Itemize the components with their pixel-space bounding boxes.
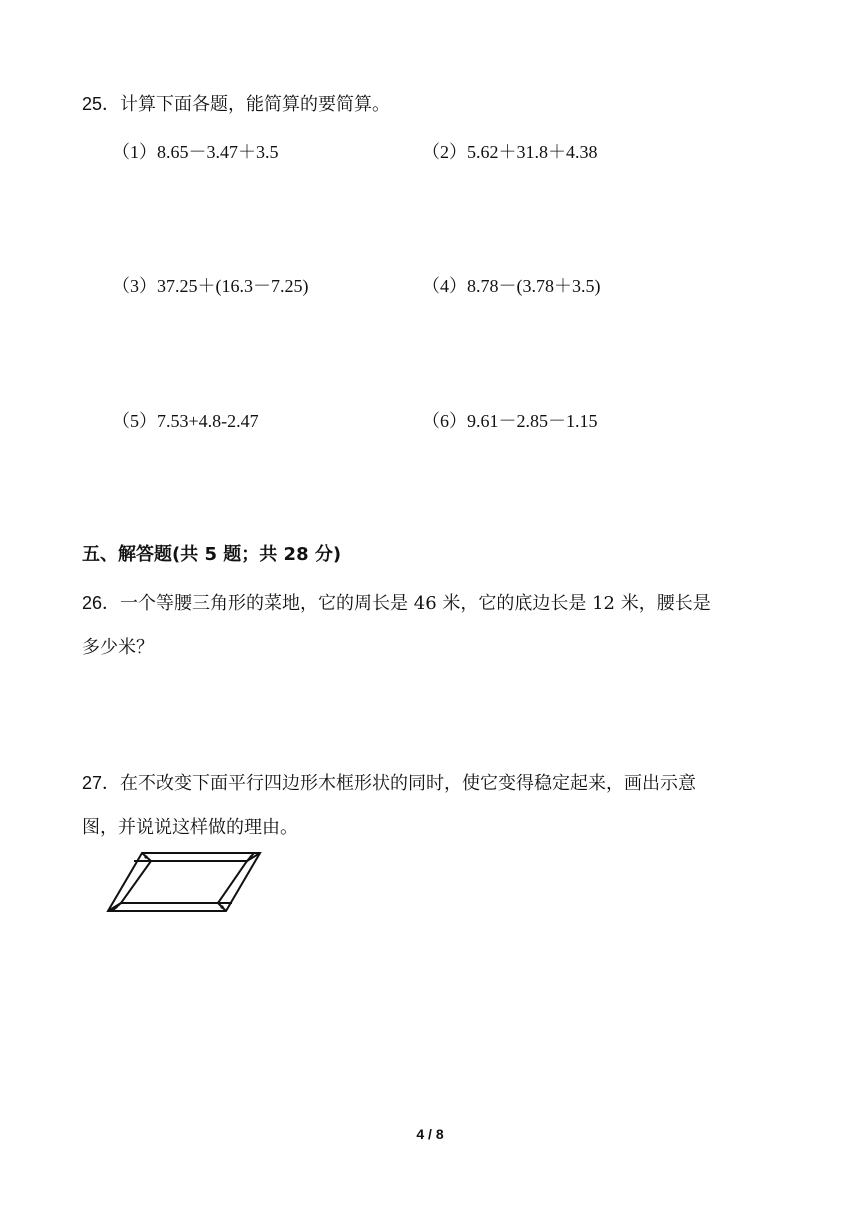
frame-inner-edge [121, 861, 247, 903]
frame-nail [220, 905, 223, 908]
sub-item-4: （4）8.78－(3.78＋3.5) [422, 276, 601, 296]
frame-nail [144, 855, 147, 858]
sub-item-5: （5）7.53+4.8-2.47 [112, 411, 259, 431]
question-number: 25． [82, 94, 121, 114]
question-number: 27． [82, 773, 121, 793]
sub-item-2: （2）5.62＋31.8＋4.38 [422, 142, 598, 162]
question-27-line-2: 图，并说说这样做的理由。 [82, 817, 298, 838]
question-text: 在不改变下面平行四边形木框形状的同时，使它变得稳定起来，画出示意 [120, 773, 697, 794]
question-27-line-1 [82, 771, 696, 796]
question-25 [82, 92, 390, 117]
sub-item-3: （3）37.25＋(16.3－7.25) [112, 276, 309, 296]
frame-nail [249, 855, 252, 858]
sub-item-1: （1）8.65－3.47＋3.5 [112, 142, 279, 162]
parallelogram-frame-figure [104, 850, 264, 916]
question-number: 26． [82, 593, 121, 613]
question-text: 一个等腰三角形的菜地，它的周长是 46 米，它的底边长是 12 米，腰长是 [120, 593, 711, 614]
question-26-line-2: 多少米？ [82, 637, 154, 658]
question-26-line-1 [82, 591, 711, 616]
sub-item-6: （6）9.61－2.85－1.15 [422, 411, 598, 431]
page-number: 4 / 8 [416, 1126, 444, 1142]
section-title: 五、解答题(共 5 题；共 28 分) [82, 544, 342, 565]
question-prompt: 计算下面各题，能简算的要简算。 [120, 94, 391, 115]
frame-nail [114, 905, 117, 908]
